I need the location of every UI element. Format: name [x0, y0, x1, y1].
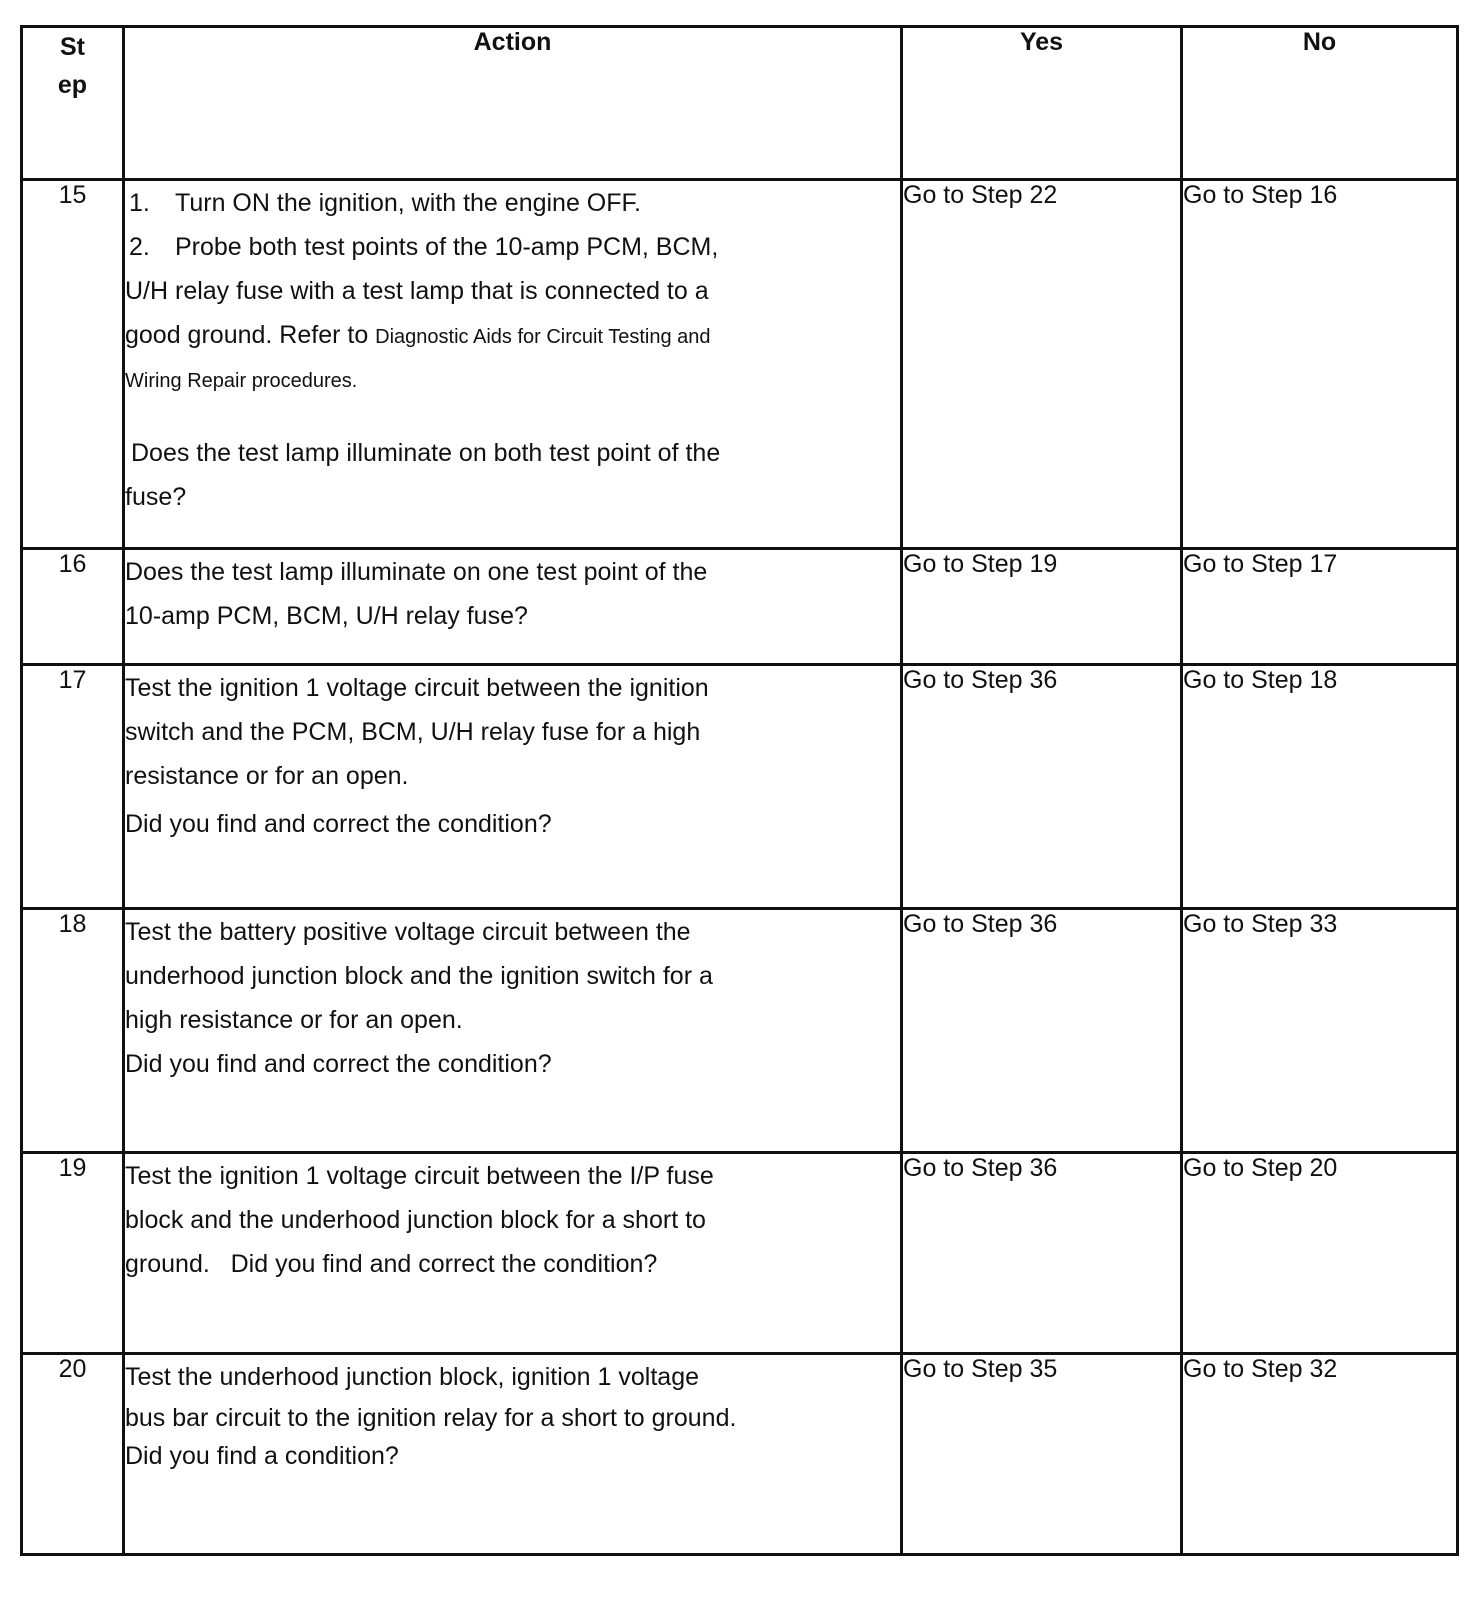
- step-number: 16: [22, 549, 124, 665]
- header-no: No: [1182, 27, 1458, 180]
- action-text-line: underhood junction block and the ignition switch for a: [125, 962, 713, 990]
- header-row: [22, 27, 1458, 180]
- action-text-line: switch and the PCM, BCM, U/H relay fuse for a high: [125, 718, 701, 746]
- action-question: Did you find and correct the condition?: [125, 810, 552, 838]
- no-result: Go to Step 16: [1182, 180, 1458, 549]
- step-number: 18: [22, 909, 124, 1153]
- action-text-line: ground. Did you find and correct the condition?: [125, 1250, 658, 1278]
- action-text-line: Test the battery positive voltage circuit between the: [125, 918, 691, 946]
- action-text-line: high resistance or for an open.: [125, 1006, 463, 1034]
- header-action: Action: [124, 27, 902, 180]
- action-cell: [124, 180, 902, 549]
- yes-result: Go to Step 19: [902, 549, 1182, 665]
- no-result: Go to Step 33: [1182, 909, 1458, 1153]
- action-text-line: bus bar circuit to the ignition relay for a short to ground.: [125, 1404, 737, 1432]
- action-list-item-1: [125, 181, 900, 225]
- yes-result: Go to Step 36: [902, 665, 1182, 909]
- table-row-step-19: [22, 1153, 1458, 1354]
- action-text-line: resistance or for an open.: [125, 762, 409, 790]
- action-question: fuse?: [125, 483, 187, 511]
- table-row-step-20: [22, 1354, 1458, 1555]
- action-text-line: Test the ignition 1 voltage circuit between the ignition: [125, 674, 709, 702]
- diagnostic-table: [20, 25, 1459, 1556]
- action-question: Did you find and correct the condition?: [125, 1050, 552, 1078]
- yes-result: Go to Step 36: [902, 1153, 1182, 1354]
- header-step-line1: St: [60, 33, 85, 61]
- yes-result: Go to Step 22: [902, 180, 1182, 549]
- action-question: Did you find a condition?: [125, 1442, 399, 1470]
- action-text-line: Test the underhood junction block, ignition 1 voltage: [125, 1363, 699, 1391]
- action-text: good ground. Refer to: [125, 321, 376, 349]
- list-text: Probe both test points of the 10-amp PCM, BCM,: [175, 233, 719, 261]
- list-number: 1.: [129, 189, 150, 217]
- action-list-item-2: [125, 225, 900, 269]
- list-text: Turn ON the ignition, with the engine OFF.: [175, 189, 641, 217]
- header-yes: Yes: [902, 27, 1182, 180]
- action-cell: [124, 549, 902, 665]
- reference-text: Diagnostic Aids for Circuit Testing and: [375, 326, 711, 348]
- table-row-step-15: [22, 180, 1458, 549]
- step-number: 19: [22, 1153, 124, 1354]
- table-row-step-16: [22, 549, 1458, 665]
- action-question: Does the test lamp illuminate on both test point of the: [131, 439, 721, 467]
- step-number: 17: [22, 665, 124, 909]
- list-number: 2.: [129, 233, 150, 261]
- table-row-step-18: [22, 909, 1458, 1153]
- yes-result: Go to Step 35: [902, 1354, 1182, 1555]
- action-cell: [124, 909, 902, 1153]
- no-result: Go to Step 20: [1182, 1153, 1458, 1354]
- header-step-line2: ep: [57, 71, 88, 99]
- action-text-line: block and the underhood junction block for a short to: [125, 1206, 706, 1234]
- header-step: [22, 27, 124, 180]
- reference-text: Wiring Repair procedures.: [125, 370, 358, 392]
- action-text-line: Test the ignition 1 voltage circuit between the I/P fuse: [125, 1162, 714, 1190]
- action-text-line: U/H relay fuse with a test lamp that is connected to a: [125, 277, 709, 305]
- no-result: Go to Step 18: [1182, 665, 1458, 909]
- spacer: [125, 403, 900, 431]
- step-number: 20: [22, 1354, 124, 1555]
- action-cell: [124, 665, 902, 909]
- action-text-line: Does the test lamp illuminate on one test point of the: [125, 558, 708, 586]
- no-result: Go to Step 17: [1182, 549, 1458, 665]
- table-row-step-17: [22, 665, 1458, 909]
- action-cell: [124, 1153, 902, 1354]
- no-result: Go to Step 32: [1182, 1354, 1458, 1555]
- yes-result: Go to Step 36: [902, 909, 1182, 1153]
- action-text-line: [125, 313, 900, 359]
- action-text-line: 10-amp PCM, BCM, U/H relay fuse?: [125, 602, 528, 630]
- step-number: 15: [22, 180, 124, 549]
- action-cell: [124, 1354, 902, 1555]
